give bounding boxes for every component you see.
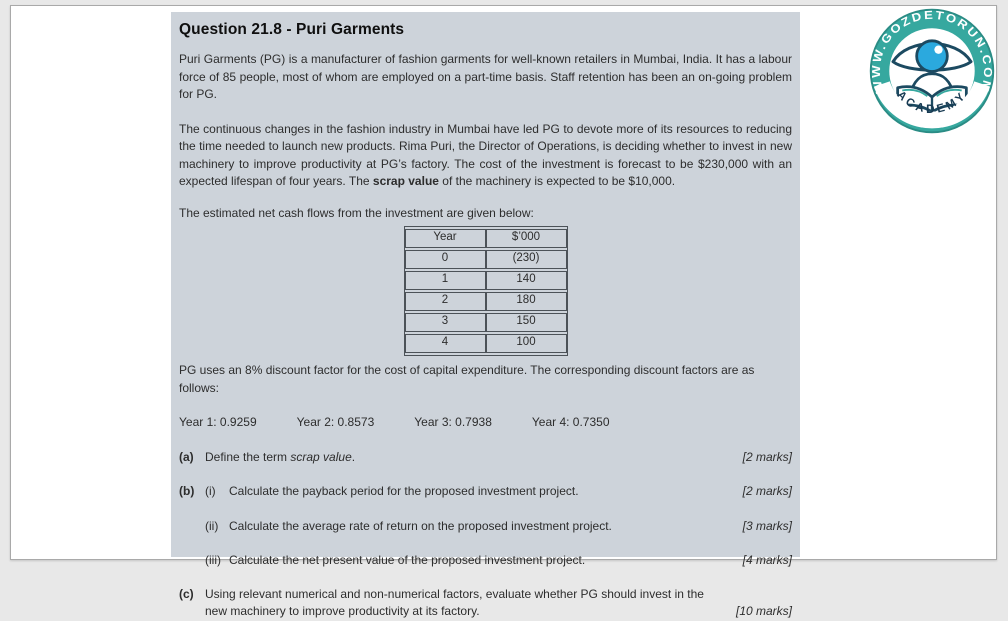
part-text: Define the term scrap value. — [205, 449, 356, 464]
part-text: Calculate the net present value of the proposed investment project. — [229, 553, 586, 567]
part-label-spacer — [179, 518, 205, 536]
marks-badge: [2 marks] — [742, 484, 792, 498]
discount-factor-year1: Year 1: 0.9259 — [179, 415, 257, 429]
academy-logo — [867, 6, 997, 136]
marks-badge: [2 marks] — [742, 449, 792, 464]
table-header-row — [405, 229, 567, 248]
table-row: 4 100 — [405, 334, 567, 353]
marks-badge: [4 marks] — [742, 553, 792, 567]
question-part-b-i — [179, 483, 792, 501]
marks-badge: [3 marks] — [742, 518, 792, 533]
part-text: Calculate the average rate of return on the proposed investment project. — [229, 518, 612, 533]
investment-text-before: The continuous changes in the fashion industry in Mumbai have led PG to devote more of its resources to reducing the time needed to launch new products. Rima Puri, the Director of Operations, is deciding whether to invest in new machinery to improve productivity at PG’s factory. The cost of the investment is forecast to be $230,000 with an expected lifespan of four years. The — [179, 121, 792, 188]
logo-banner-text: ACADEMY — [894, 88, 970, 116]
question-panel — [171, 12, 800, 618]
table-row: 0 (230) — [405, 250, 567, 269]
table-row: 1 140 — [405, 271, 567, 290]
table-row: 2 180 — [405, 292, 567, 311]
part-label-spacer — [179, 552, 205, 570]
investment-paragraph — [179, 121, 792, 191]
question-part-b-ii — [179, 518, 792, 536]
part-text: Using relevant numerical and non-numerical factors, evaluate whether PG should invest in the new machinery to improve productivity at its factory. — [205, 586, 704, 618]
intro-paragraph: Puri Garments (PG) is a manufacturer of fashion garments for well-known retailers in Mumbai, India. It has a labour force of 85 people, most of whom are employed on a part-time basis. Staff retention has been an on-going problem for PG. — [179, 52, 792, 101]
question-part-b-iii — [179, 552, 792, 570]
year-column-header: Year — [405, 229, 486, 248]
question-title: Question 21.8 - Puri Garments — [179, 21, 405, 38]
discount-factor-year3: Year 3: 0.7938 — [414, 415, 492, 429]
marks-badge: [10 marks] — [735, 604, 792, 618]
part-sublabel: (ii) — [205, 518, 219, 533]
document-page — [10, 5, 997, 618]
part-text: Calculate the payback period for the proposed investment project. — [229, 484, 579, 498]
discount-factor-year2: Year 2: 0.8573 — [296, 415, 375, 429]
discount-factor-year4: Year 4: 0.7350 — [531, 415, 610, 429]
investment-text-after: of the machinery is expected to be $10,000. — [438, 174, 676, 188]
table-intro: The estimated net cash flows from the investment are given below: — [179, 205, 534, 220]
cash-flow-table — [404, 226, 568, 356]
part-sublabel: (i) — [205, 484, 216, 498]
part-sublabel: (iii) — [205, 553, 221, 567]
logo-ring-text: WWW.GOZDETORUN.COM — [869, 8, 995, 95]
scrap-value-bold: scrap value — [372, 174, 439, 188]
amount-column-header: $’000 — [486, 229, 567, 248]
discount-intro: PG uses an 8% discount factor for the cost of capital expenditure. The corresponding discount factors are as follows: — [179, 363, 755, 395]
table-row: 3 150 — [405, 313, 567, 332]
part-label: (b) — [179, 484, 195, 498]
part-label: (a) — [179, 449, 194, 464]
part-label: (c) — [179, 586, 194, 601]
question-part-c — [179, 586, 792, 621]
question-part-a — [179, 449, 792, 467]
discount-factors — [179, 414, 792, 432]
scrap-value-italic: scrap value — [290, 449, 352, 464]
